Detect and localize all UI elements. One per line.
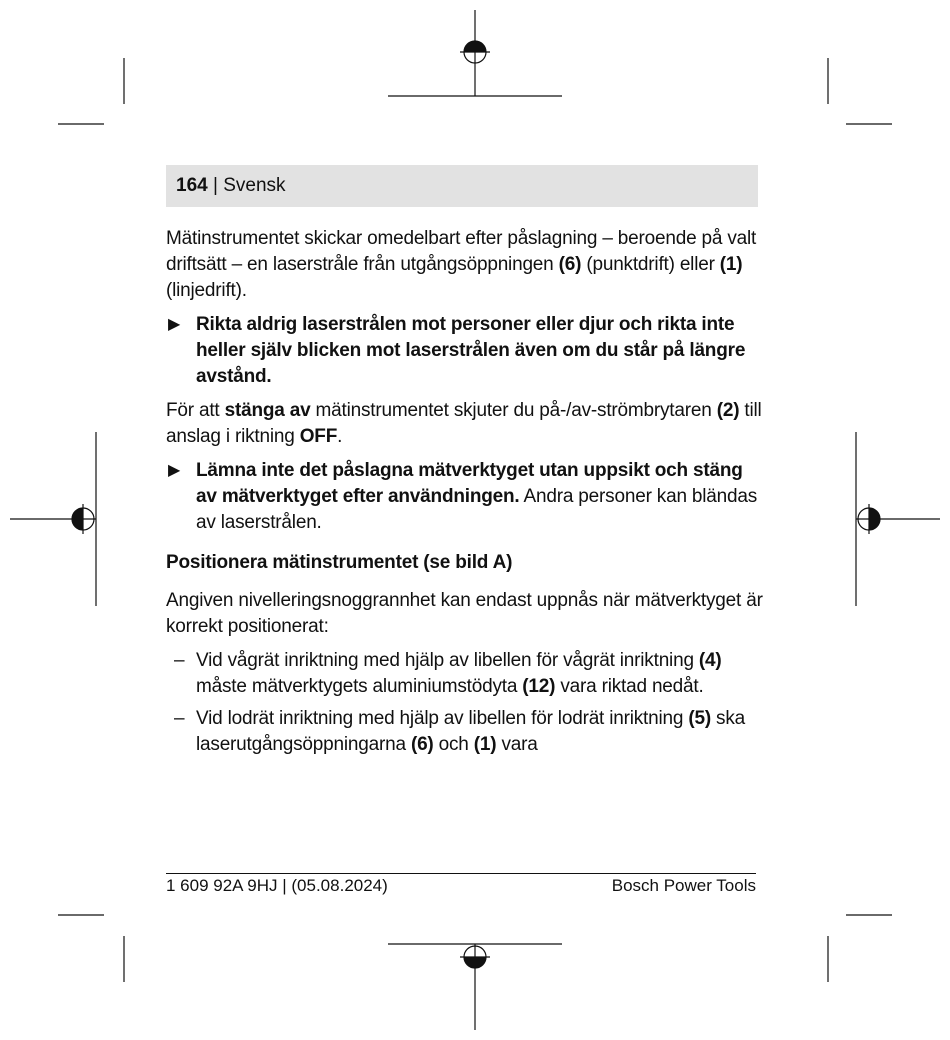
page-header <box>166 165 758 207</box>
page-content <box>166 226 766 764</box>
header-separator: | <box>207 175 224 196</box>
list-item: – Vid lodrät inriktning med hjälp av libellen för lodrät inriktning (5) ska laserutgångsöppningarna (6) och (1) vara <box>174 708 746 755</box>
paragraph-accuracy: Angiven nivelleringsnoggrannhet kan endast uppnås när mätverktyget är korrekt positionerat: <box>166 590 763 637</box>
paragraph-switch-off: För att stänga av mätinstrumentet skjuter du på-/av-strömbrytaren (2) till anslag i riktning OFF. <box>166 400 762 447</box>
list-item: – Vid vågrät inriktning med hjälp av libellen för vågrät inriktning (4) måste mätverktygets aluminiumstödyta (12) vara riktad nedåt. <box>174 650 722 697</box>
footer-brand: Bosch Power Tools <box>611 876 756 895</box>
warning-triangle-icon: ▶ <box>168 316 181 333</box>
header-language: Svensk <box>223 175 286 196</box>
page-number: 164 <box>176 175 208 196</box>
dash-bullet: – <box>174 650 185 671</box>
safety-warning-unattended: ▶ Lämna inte det påslagna mätverktyget utan uppsikt och stäng av mätverktyget efter användningen. Andra personer kan bländas av laserstrålen. <box>168 460 758 533</box>
footer-doc-code: 1 609 92A 9HJ | (05.08.2024) <box>166 876 388 895</box>
dash-bullet: – <box>174 708 185 729</box>
footer-rule <box>166 873 756 874</box>
section-heading: Positionera mätinstrumentet (se bild A) <box>166 552 513 573</box>
warning-triangle-icon: ▶ <box>168 462 181 479</box>
safety-warning-laser: ▶ Rikta aldrig laserstrålen mot personer eller djur och rikta inte heller själv blicken mot laserstrålen även om du står på längre avstånd. <box>168 314 746 387</box>
positioning-list <box>166 648 766 758</box>
paragraph-laser-on: Mätinstrumentet skickar omedelbart efter påslagning – beroende på valt driftsätt – en laserstråle från utgångsöppningen (6) (punktdrift) eller (1) (linjedrift). <box>166 228 757 301</box>
